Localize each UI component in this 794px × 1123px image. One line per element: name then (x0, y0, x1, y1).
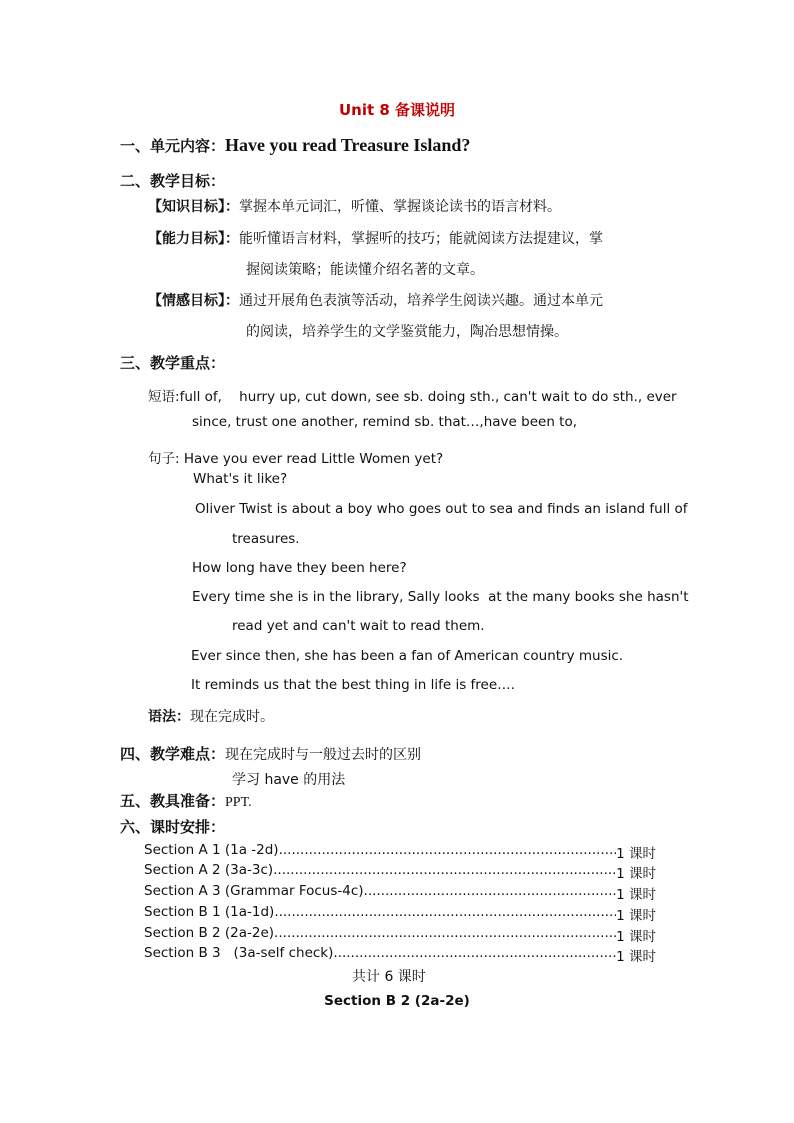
materials-value: PPT. (225, 795, 252, 810)
ability-goal-label: 【能力目标】： (148, 231, 239, 247)
sentence-item: It reminds us that the best thing in life is free…. (191, 677, 515, 693)
difficulty-row (120, 743, 421, 764)
schedule-item-name: Section B 1 (1a-1d) (144, 904, 275, 920)
schedule-item-hours: 1 课时 (616, 846, 656, 862)
sentences-label: 句子: (148, 451, 180, 467)
difficulty-line1: 现在完成时与一般过去时的区别 (225, 747, 422, 763)
unit-content-value: Have you read Treasure Island? (225, 135, 471, 155)
sentence-item: treasures. (232, 531, 300, 547)
schedule-item-hours: 1 课时 (616, 929, 656, 945)
schedule-item (144, 842, 656, 862)
sentence-item: Have you ever read Little Women yet? (183, 451, 444, 467)
unit-content-row (120, 135, 470, 156)
emotion-goal-line2: 的阅读，培养学生的文学鉴赏能力，陶冶思想情操。 (246, 324, 568, 340)
schedule-item (144, 862, 656, 882)
unit-content-label: 一、单元内容： (120, 137, 226, 155)
sentence-item: read yet and can't wait to read them. (232, 618, 485, 634)
emotion-goal-label: 【情感目标】： (148, 293, 239, 309)
schedule-item (144, 925, 656, 945)
sentence-item: Ever since then, she has been a fan of American country music. (191, 648, 624, 664)
sentence-item: Oliver Twist is about a boy who goes out to sea and finds an island full of (195, 501, 688, 517)
ability-goal-row (148, 228, 603, 248)
sentence-item: What's it like? (193, 471, 288, 487)
schedule-item-hours: 1 课时 (616, 887, 656, 903)
schedule-item (144, 904, 656, 924)
materials-row (120, 790, 252, 811)
phrases-row (148, 385, 677, 405)
grammar-value: 现在完成时。 (190, 709, 274, 725)
difficulty-line2: 学习 have 的用法 (232, 772, 346, 788)
schedule-item (144, 883, 656, 903)
ability-goal-line2: 握阅读策略；能读懂介绍名著的文章。 (246, 262, 484, 278)
knowledge-goal-row (148, 196, 561, 216)
page-title: Unit 8 备课说明 (338, 101, 456, 119)
schedule-item (144, 945, 656, 965)
schedule-item-hours: 1 课时 (616, 949, 656, 965)
schedule-item-hours: 1 课时 (616, 866, 656, 882)
section-heading: Section B 2 (2a-2e) (324, 993, 470, 1009)
knowledge-goal-label: 【知识目标】： (148, 199, 239, 215)
schedule-item-name: Section A 1 (1a -2d) (144, 842, 279, 858)
sentences-row (148, 447, 443, 467)
schedule-item-name: Section B 3 (3a-self check) (144, 945, 334, 961)
key-points-label: 三、教学重点： (120, 354, 226, 372)
sentence-item: Every time she is in the library, Sally looks at the many books she hasn't (192, 589, 689, 605)
schedule-label: 六、课时安排： (120, 818, 226, 836)
teaching-goals-label: 二、教学目标： (120, 172, 226, 190)
knowledge-goal-text: 掌握本单元词汇，听懂、掌握谈论读书的语言材料。 (239, 199, 561, 215)
schedule-item-name: Section A 3 (Grammar Focus-4c) (144, 883, 364, 899)
schedule-item-name: Section B 2 (2a-2e) (144, 925, 275, 941)
schedule-total: 共计 6 课时 (352, 969, 426, 985)
grammar-label: 语法： (148, 709, 190, 725)
phrases-line2: since, trust one another, remind sb. that…,have been to, (192, 414, 578, 430)
schedule-item-name: Section A 2 (3a-3c) (144, 862, 274, 878)
sentence-item: How long have they been here? (192, 560, 407, 576)
phrases-label: 短语: (148, 389, 180, 405)
grammar-row (148, 706, 274, 726)
difficulty-label: 四、教学难点： (120, 745, 226, 763)
schedule-item-hours: 1 课时 (616, 908, 656, 924)
ability-goal-line1: 能听懂语言材料，掌握听的技巧；能就阅读方法提建议，掌 (239, 231, 603, 247)
emotion-goal-line1: 通过开展角色表演等活动，培养学生阅读兴趣。通过本单元 (239, 293, 603, 309)
materials-label: 五、教具准备： (120, 792, 226, 810)
emotion-goal-row (148, 290, 603, 310)
phrases-line1: full of, hurry up, cut down, see sb. doing sth., can't wait to do sth., ever (179, 389, 677, 405)
